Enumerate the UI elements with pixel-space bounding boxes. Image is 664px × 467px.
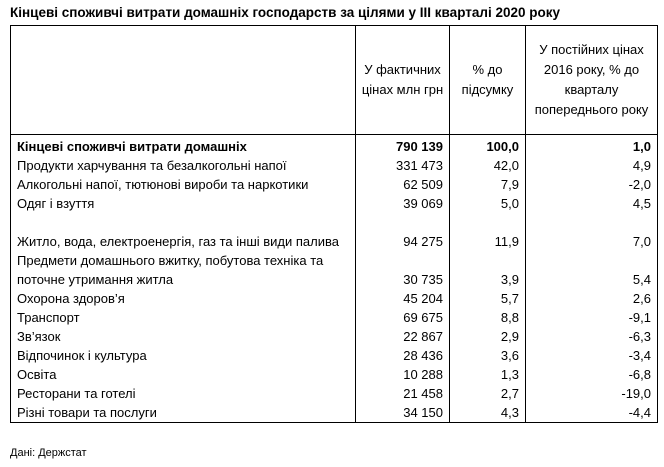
row-const: -6,8 (526, 365, 658, 384)
header-share: % до підсумку (450, 26, 526, 135)
row-const: 5,4 (526, 251, 658, 289)
table-row (11, 156, 658, 175)
row-share: 2,9 (450, 327, 526, 346)
row-label: Алкогольні напої, тютюнові вироби та наркотики (11, 175, 356, 194)
row-const: -9,1 (526, 308, 658, 327)
table-row (11, 213, 658, 251)
row-actual: 30 735 (356, 251, 450, 289)
row-const: -3,4 (526, 346, 658, 365)
table-row (11, 327, 658, 346)
row-share: 2,7 (450, 384, 526, 403)
table-row (11, 308, 658, 327)
row-share: 100,0 (450, 135, 526, 157)
row-share: 3,9 (450, 251, 526, 289)
row-const: 1,0 (526, 135, 658, 157)
consumption-table (10, 25, 658, 423)
row-label: Зв’язок (11, 327, 356, 346)
row-actual: 62 509 (356, 175, 450, 194)
header-constant-prices: У постійних цінах 2016 року, % до кварталу попереднього року (526, 26, 658, 135)
row-label: Транспорт (11, 308, 356, 327)
row-share: 42,0 (450, 156, 526, 175)
table-row (11, 289, 658, 308)
row-actual: 28 436 (356, 346, 450, 365)
row-label: Ресторани та готелі (11, 384, 356, 403)
row-actual: 39 069 (356, 194, 450, 213)
row-share: 8,8 (450, 308, 526, 327)
row-actual: 69 675 (356, 308, 450, 327)
table-row (11, 135, 658, 157)
row-share: 3,6 (450, 346, 526, 365)
row-const: 4,9 (526, 156, 658, 175)
table-row (11, 365, 658, 384)
table-row (11, 346, 658, 365)
row-actual: 94 275 (356, 213, 450, 251)
row-actual: 331 473 (356, 156, 450, 175)
row-actual: 22 867 (356, 327, 450, 346)
row-const: 4,5 (526, 194, 658, 213)
table-row (11, 194, 658, 213)
row-actual: 45 204 (356, 289, 450, 308)
table-title: Кінцеві споживчі витрати домашніх господарств за цілями у ІІІ кварталі 2020 року (10, 5, 560, 20)
table-row (11, 251, 658, 289)
row-label: Продукти харчування та безалкогольні напої (11, 156, 356, 175)
table-row (11, 403, 658, 423)
row-const: 7,0 (526, 213, 658, 251)
row-label: Одяг і взуття (11, 194, 356, 213)
row-actual: 790 139 (356, 135, 450, 157)
row-actual: 10 288 (356, 365, 450, 384)
row-actual: 21 458 (356, 384, 450, 403)
source-note: Дані: Держстат (10, 447, 87, 459)
row-share: 11,9 (450, 213, 526, 251)
row-label: Освіта (11, 365, 356, 384)
header-row (11, 26, 658, 135)
table-row (11, 175, 658, 194)
row-share: 4,3 (450, 403, 526, 423)
table-row (11, 384, 658, 403)
row-const: -19,0 (526, 384, 658, 403)
row-const: -4,4 (526, 403, 658, 423)
row-share: 1,3 (450, 365, 526, 384)
row-label: Кінцеві споживчі витрати домашніх (11, 135, 356, 157)
row-label: Житло, вода, електроенергія, газ та інші види палива (11, 213, 356, 251)
row-share: 5,0 (450, 194, 526, 213)
row-const: -2,0 (526, 175, 658, 194)
row-label: Охорона здоров’я (11, 289, 356, 308)
row-label: Відпочинок і культура (11, 346, 356, 365)
row-share: 7,9 (450, 175, 526, 194)
row-const: 2,6 (526, 289, 658, 308)
row-share: 5,7 (450, 289, 526, 308)
row-actual: 34 150 (356, 403, 450, 423)
row-const: -6,3 (526, 327, 658, 346)
row-label: Різні товари та послуги (11, 403, 356, 423)
row-label: Предмети домашнього вжитку, побутова техніка та поточне утримання житла (11, 251, 356, 289)
header-label (11, 26, 356, 135)
header-actual-prices: У фактичних цінах млн грн (356, 26, 450, 135)
